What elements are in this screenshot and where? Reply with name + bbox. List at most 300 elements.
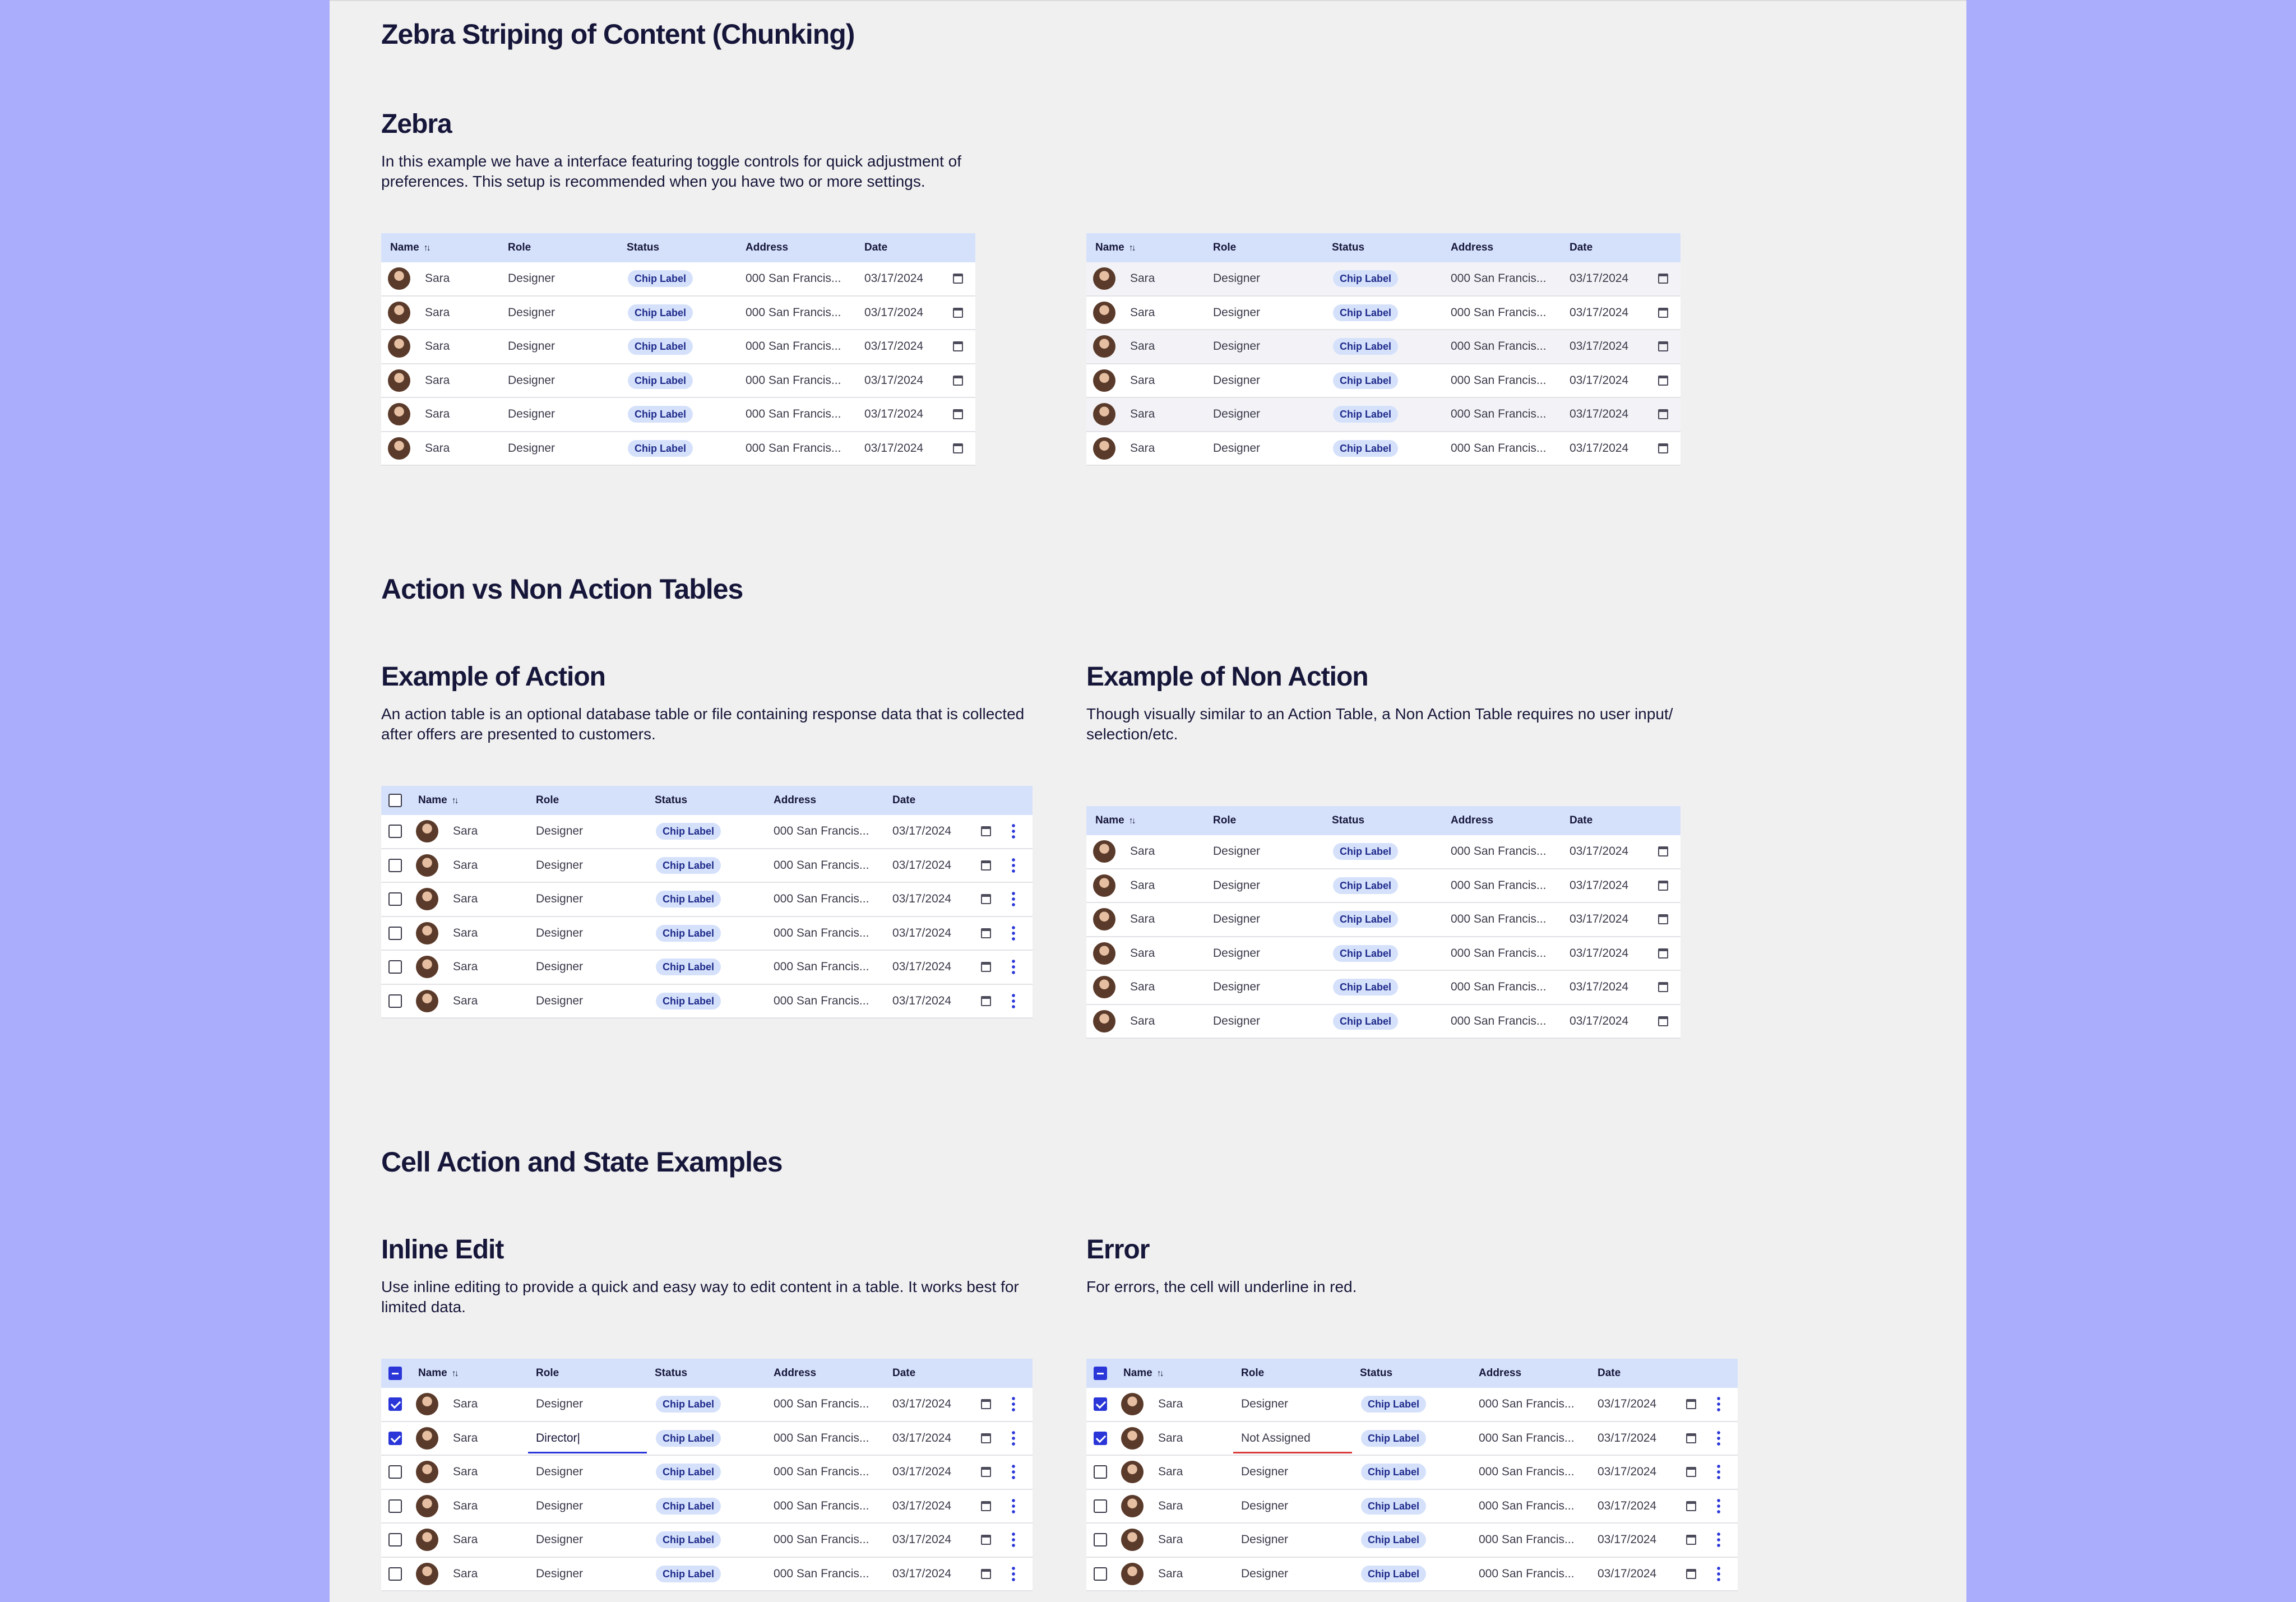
table-row[interactable]: [1086, 937, 1681, 971]
cell-name: Sara: [1130, 980, 1155, 993]
non-action-heading: Example of Non Action: [1086, 662, 1368, 692]
action-description: An action table is an optional database table or file containing response data that is collected after offers are presented to customers.: [381, 705, 1025, 743]
cell-address: 000 San Francis...: [774, 825, 869, 837]
status-chip: Chip Label: [656, 959, 721, 975]
column-label: Role: [536, 1367, 559, 1379]
column-header-role: [536, 786, 559, 815]
cell-address: 000 San Francis...: [1451, 441, 1547, 455]
calendar-icon[interactable]: [1658, 982, 1668, 992]
table-row[interactable]: [1086, 971, 1681, 1005]
calendar-icon[interactable]: [953, 274, 963, 284]
cell-address: 000 San Francis...: [1479, 1567, 1575, 1580]
action-table: [381, 786, 1033, 1018]
cell-role: Designer: [1213, 878, 1261, 892]
cell-role: Designer: [1213, 913, 1261, 925]
row-checkbox[interactable]: [388, 1465, 402, 1479]
column-header-status: [1332, 233, 1364, 262]
cell-name: Sara: [1158, 1465, 1183, 1478]
cell-date: 03/17/2024: [1598, 1465, 1657, 1478]
status-chip: Chip Label: [656, 1430, 721, 1447]
avatar: [1093, 1010, 1115, 1032]
column-header-name[interactable]: [390, 233, 429, 262]
table-row[interactable]: [381, 1524, 1033, 1558]
kebab-menu-icon[interactable]: [1012, 1464, 1015, 1480]
cell-name: Sara: [1130, 1014, 1155, 1027]
cell-role: Designer: [536, 825, 584, 837]
cell-address: 000 San Francis...: [1451, 373, 1547, 387]
cell-name: Sara: [453, 994, 478, 1007]
cell-name: Sara: [1130, 272, 1155, 285]
table-row[interactable]: [381, 262, 975, 297]
zebra-heading: Zebra: [381, 109, 452, 139]
column-header-role: [1213, 233, 1236, 262]
design-canvas: [330, 0, 1966, 1602]
table-row[interactable]: [381, 1490, 1033, 1524]
table-body: [1086, 1388, 1738, 1591]
status-chip: Chip Label: [656, 1498, 721, 1515]
table-row[interactable]: [381, 364, 975, 399]
avatar: [1093, 369, 1115, 392]
column-header-date: [864, 233, 887, 262]
calendar-icon[interactable]: [1686, 1501, 1696, 1511]
table-row[interactable]: [1086, 1490, 1738, 1524]
kebab-menu-icon[interactable]: [1012, 925, 1015, 942]
column-header-status: [627, 233, 659, 262]
calendar-icon[interactable]: [1686, 1433, 1696, 1443]
avatar: [416, 1563, 438, 1585]
cell-address: 000 San Francis...: [774, 1431, 869, 1444]
cell-date: 03/17/2024: [1570, 946, 1629, 960]
avatar: [1121, 1495, 1144, 1517]
cell-role: Designer: [508, 305, 556, 319]
section-title-zebra: Zebra Striping of Content (Chunking): [381, 18, 855, 50]
cell-address: 000 San Francis...: [746, 408, 841, 420]
calendar-icon[interactable]: [1658, 274, 1668, 284]
status-chip: Chip Label: [1333, 1013, 1398, 1030]
avatar: [1093, 267, 1115, 290]
avatar: [416, 1495, 438, 1517]
avatar: [416, 888, 438, 910]
cell-role: Designer: [536, 960, 584, 973]
calendar-icon[interactable]: [1658, 308, 1668, 318]
sort-arrows-icon[interactable]: ↑↓: [451, 796, 457, 805]
cell-name: Sara: [1130, 373, 1155, 387]
cell-date: 03/17/2024: [1598, 1397, 1657, 1410]
status-chip: Chip Label: [1333, 372, 1398, 389]
table-row[interactable]: [1086, 1388, 1738, 1422]
row-checkbox[interactable]: [1094, 1432, 1107, 1445]
calendar-icon[interactable]: [953, 341, 963, 351]
cell-date: 03/17/2024: [864, 373, 924, 387]
table-row[interactable]: [1086, 297, 1681, 331]
column-header-address: [1451, 233, 1493, 262]
cell-role: Designer: [536, 858, 584, 872]
cell-name: Sara: [453, 1533, 478, 1546]
avatar: [416, 1427, 438, 1450]
avatar: [1121, 1529, 1144, 1551]
column-header-name[interactable]: [418, 786, 457, 815]
calendar-icon[interactable]: [981, 996, 991, 1006]
row-checkbox[interactable]: [388, 1567, 402, 1581]
kebab-menu-icon[interactable]: [1717, 1566, 1720, 1582]
cell-date: 03/17/2024: [892, 926, 952, 939]
row-checkbox[interactable]: [388, 1533, 402, 1547]
cell-address: 000 San Francis...: [746, 305, 841, 319]
inline-edit-table: [381, 1359, 1033, 1591]
calendar-icon[interactable]: [981, 928, 991, 938]
zebra-table-striped: [1086, 233, 1681, 466]
calendar-icon[interactable]: [1658, 376, 1668, 386]
table-header: [381, 1359, 1033, 1388]
kebab-menu-icon[interactable]: [1012, 1430, 1015, 1447]
kebab-menu-icon[interactable]: [1012, 891, 1015, 908]
column-label: Address: [746, 242, 789, 253]
avatar: [416, 820, 438, 842]
avatar: [1093, 302, 1115, 324]
kebab-menu-icon[interactable]: [1717, 1396, 1720, 1413]
cell-role: Designer: [536, 892, 584, 905]
calendar-icon[interactable]: [953, 443, 963, 453]
cell-address: 000 San Francis...: [1451, 878, 1547, 892]
status-chip: Chip Label: [1333, 270, 1398, 287]
column-label: Address: [1451, 242, 1494, 253]
calendar-icon[interactable]: [1658, 341, 1668, 351]
table-body: [1086, 835, 1681, 1039]
cell-address: 000 San Francis...: [774, 1533, 869, 1546]
cell-date: 03/17/2024: [864, 408, 924, 420]
error-heading: Error: [1086, 1235, 1150, 1265]
table-row[interactable]: [381, 917, 1033, 951]
avatar: [1121, 1393, 1144, 1415]
status-chip: Chip Label: [1361, 1531, 1426, 1548]
kebab-menu-icon[interactable]: [1012, 1566, 1015, 1582]
avatar: [1093, 976, 1115, 998]
cell-date: 03/17/2024: [1598, 1567, 1657, 1580]
avatar: [416, 990, 438, 1012]
avatar: [1121, 1427, 1144, 1450]
cell-date: 03/17/2024: [892, 960, 952, 973]
cell-role: Designer: [536, 1499, 584, 1512]
cell-address: 000 San Francis...: [1451, 340, 1547, 353]
error-description: For errors, the cell will underline in red.: [1086, 1278, 1357, 1295]
cell-date: 03/17/2024: [892, 1465, 952, 1478]
cell-name: Sara: [453, 1431, 478, 1444]
zebra-description: In this example we have a interface featuring toggle controls for quick adjustment of preferences. This setup is recommended when you have two or more settings.: [381, 152, 962, 190]
cell-date: 03/17/2024: [1570, 373, 1629, 387]
column-label: Status: [1360, 1367, 1393, 1379]
cell-role: Designer: [1241, 1533, 1289, 1546]
cell-role: Designer: [508, 441, 556, 455]
column-label: Address: [774, 794, 817, 806]
cell-name: Sara: [453, 926, 478, 939]
table-row[interactable]: [1086, 1558, 1738, 1592]
column-label: Name: [1123, 1367, 1152, 1379]
cell-date: 03/17/2024: [1570, 1014, 1629, 1027]
column-label: Date: [1570, 242, 1593, 253]
status-chip: Chip Label: [1333, 440, 1398, 457]
avatar: [1093, 403, 1115, 425]
error-cell[interactable]: Not Assigned: [1241, 1431, 1311, 1444]
cell-date: 03/17/2024: [892, 1499, 952, 1512]
calendar-icon[interactable]: [1658, 846, 1668, 856]
kebab-menu-icon[interactable]: [1012, 1531, 1015, 1548]
kebab-menu-icon[interactable]: [1012, 857, 1015, 874]
cell-name: Sara: [425, 373, 450, 387]
column-header-name[interactable]: [1095, 233, 1135, 262]
kebab-menu-icon[interactable]: [1012, 1498, 1015, 1515]
non-action-table: [1086, 806, 1681, 1039]
cell-role: Designer: [1241, 1465, 1289, 1478]
cell-address: 000 San Francis...: [746, 441, 841, 455]
column-header-role: [1241, 1359, 1264, 1388]
sort-arrows-icon[interactable]: ↑↓: [423, 243, 429, 253]
kebab-menu-icon[interactable]: [1012, 959, 1015, 975]
table-row[interactable]: [381, 849, 1033, 883]
sort-arrows-icon[interactable]: ↑↓: [1128, 243, 1135, 253]
avatar: [388, 369, 410, 392]
cell-date: 03/17/2024: [1570, 305, 1629, 319]
cell-address: 000 San Francis...: [1451, 1014, 1547, 1027]
table-body: [381, 262, 975, 466]
cell-name: Sara: [453, 1397, 478, 1410]
cell-date: 03/17/2024: [1570, 980, 1629, 993]
sort-arrows-icon[interactable]: ↑↓: [451, 1369, 457, 1378]
column-header-role: [536, 1359, 559, 1388]
kebab-menu-icon[interactable]: [1717, 1531, 1720, 1548]
row-checkbox[interactable]: [1094, 1499, 1107, 1513]
row-checkbox[interactable]: [388, 1499, 402, 1513]
row-checkbox[interactable]: [388, 994, 402, 1008]
calendar-icon[interactable]: [981, 826, 991, 836]
cell-name: Sara: [425, 272, 450, 285]
table-row[interactable]: [381, 398, 975, 432]
select-all-checkbox[interactable]: [1094, 1367, 1107, 1380]
column-label: Role: [1241, 1367, 1265, 1379]
table-row[interactable]: [381, 1388, 1033, 1422]
calendar-icon[interactable]: [1686, 1467, 1696, 1477]
column-label: Role: [508, 242, 531, 253]
status-chip: Chip Label: [1333, 911, 1398, 928]
column-header-address: [1479, 1359, 1521, 1388]
calendar-icon[interactable]: [953, 376, 963, 386]
cell-address: 000 San Francis...: [774, 892, 869, 905]
row-checkbox[interactable]: [1094, 1533, 1107, 1547]
column-header-name[interactable]: [418, 1359, 457, 1388]
column-label: Status: [627, 242, 660, 253]
row-checkbox[interactable]: [388, 960, 402, 974]
status-chip: Chip Label: [1333, 338, 1398, 355]
column-header-address: [746, 233, 788, 262]
calendar-icon[interactable]: [981, 860, 991, 871]
table-row[interactable]: [1086, 1422, 1738, 1456]
calendar-icon[interactable]: [981, 962, 991, 972]
row-checkbox[interactable]: [1094, 1465, 1107, 1479]
row-checkbox[interactable]: [388, 927, 402, 940]
table-row[interactable]: [1086, 1456, 1738, 1490]
cell-role: Designer: [1213, 980, 1261, 993]
table-row[interactable]: [381, 815, 1033, 849]
inline-edit-input[interactable]: Director|: [536, 1431, 580, 1444]
cell-name: Sara: [453, 1567, 478, 1580]
column-header-status: [655, 786, 687, 815]
status-chip: Chip Label: [628, 440, 693, 457]
column-label: Role: [1213, 242, 1237, 253]
table-row[interactable]: [381, 883, 1033, 917]
cell-address: 000 San Francis...: [774, 994, 869, 1007]
section-title-cell-states: Cell Action and State Examples: [381, 1146, 783, 1178]
cell-date: 03/17/2024: [892, 1533, 952, 1546]
avatar: [1093, 437, 1115, 460]
row-checkbox[interactable]: [388, 1432, 402, 1445]
kebab-menu-icon[interactable]: [1012, 1396, 1015, 1413]
cell-date: 03/17/2024: [1570, 913, 1629, 925]
cell-name: Sara: [1130, 305, 1155, 319]
cell-name: Sara: [425, 408, 450, 420]
cell-date: 03/17/2024: [864, 305, 924, 319]
kebab-menu-icon[interactable]: [1012, 823, 1015, 840]
row-checkbox[interactable]: [1094, 1397, 1107, 1411]
cell-role: Designer: [1241, 1499, 1289, 1512]
table-row[interactable]: [1086, 1005, 1681, 1039]
kebab-menu-icon[interactable]: [1717, 1430, 1720, 1447]
column-header-status: [655, 1359, 687, 1388]
status-chip: Chip Label: [656, 857, 721, 874]
calendar-icon[interactable]: [981, 1433, 991, 1443]
cell-role: Designer: [508, 373, 556, 387]
cell-role: Designer: [508, 340, 556, 353]
cell-date: 03/17/2024: [1598, 1431, 1657, 1444]
table-body: [1086, 262, 1681, 466]
column-header-address: [1451, 806, 1493, 835]
sort-arrows-icon[interactable]: ↑↓: [1156, 1369, 1163, 1378]
kebab-menu-icon[interactable]: [1012, 993, 1015, 1010]
cell-address: 000 San Francis...: [774, 1397, 869, 1410]
cell-date: 03/17/2024: [1570, 408, 1629, 420]
cell-address: 000 San Francis...: [1479, 1533, 1575, 1546]
table-row[interactable]: [381, 985, 1033, 1019]
table-row[interactable]: [1086, 262, 1681, 297]
column-label: Name: [418, 1367, 447, 1379]
cell-address: 000 San Francis...: [774, 926, 869, 939]
calendar-icon[interactable]: [1686, 1535, 1696, 1545]
status-chip: Chip Label: [656, 1566, 721, 1582]
cell-name: Sara: [1158, 1397, 1183, 1410]
table-row[interactable]: [1086, 835, 1681, 869]
status-chip: Chip Label: [1361, 1430, 1426, 1447]
cell-date: 03/17/2024: [1570, 441, 1629, 455]
sort-arrows-icon[interactable]: ↑↓: [1128, 816, 1135, 826]
status-chip: Chip Label: [628, 304, 693, 321]
cell-address: 000 San Francis...: [1451, 946, 1547, 960]
cell-role: Designer: [1213, 373, 1261, 387]
table-header: [381, 786, 1033, 815]
kebab-menu-icon[interactable]: [1717, 1498, 1720, 1515]
calendar-icon[interactable]: [981, 1535, 991, 1545]
column-label: Address: [1479, 1367, 1522, 1379]
table-row[interactable]: [1086, 364, 1681, 399]
table-row[interactable]: [1086, 432, 1681, 466]
column-label: Date: [1570, 814, 1593, 826]
table-row[interactable]: [381, 432, 975, 466]
calendar-icon[interactable]: [1658, 443, 1668, 453]
select-all-checkbox[interactable]: [388, 794, 402, 807]
kebab-menu-icon[interactable]: [1717, 1464, 1720, 1480]
table-row[interactable]: [381, 297, 975, 331]
calendar-icon[interactable]: [953, 308, 963, 318]
calendar-icon[interactable]: [981, 1501, 991, 1511]
table-row[interactable]: [1086, 330, 1681, 364]
column-header-date: [892, 786, 915, 815]
cell-address: 000 San Francis...: [1451, 305, 1547, 319]
cell-role: Designer: [536, 1567, 584, 1580]
calendar-icon[interactable]: [1686, 1569, 1696, 1579]
calendar-icon[interactable]: [981, 1467, 991, 1477]
calendar-icon[interactable]: [981, 1399, 991, 1409]
cell-name: Sara: [1158, 1533, 1183, 1546]
select-all-checkbox[interactable]: [388, 1367, 402, 1380]
cell-date: 03/17/2024: [1598, 1499, 1657, 1512]
cell-name: Sara: [453, 858, 478, 872]
table-row[interactable]: [381, 1422, 1033, 1456]
cell-date: 03/17/2024: [1570, 340, 1629, 353]
cell-name: Sara: [1158, 1567, 1183, 1580]
cell-role: Designer: [1213, 1014, 1261, 1027]
avatar: [1093, 874, 1115, 897]
row-checkbox[interactable]: [1094, 1567, 1107, 1581]
column-label: Status: [1332, 242, 1365, 253]
calendar-icon[interactable]: [953, 409, 963, 419]
table-body: [381, 815, 1033, 1018]
table-row[interactable]: [381, 1456, 1033, 1490]
calendar-icon[interactable]: [981, 894, 991, 904]
avatar: [388, 437, 410, 460]
table-row[interactable]: [1086, 398, 1681, 432]
table-row[interactable]: [1086, 903, 1681, 937]
row-checkbox[interactable]: [388, 859, 402, 872]
table-row[interactable]: [1086, 1524, 1738, 1558]
column-header-status: [1360, 1359, 1392, 1388]
calendar-icon[interactable]: [1658, 914, 1668, 924]
row-checkbox[interactable]: [388, 825, 402, 838]
table-row[interactable]: [381, 330, 975, 364]
cell-date: 03/17/2024: [892, 1397, 952, 1410]
column-header-name[interactable]: [1123, 1359, 1163, 1388]
column-label: Name: [390, 242, 419, 253]
avatar: [416, 1461, 438, 1483]
table-row[interactable]: [1086, 869, 1681, 904]
table-row[interactable]: [381, 951, 1033, 985]
status-chip: Chip Label: [656, 1531, 721, 1548]
calendar-icon[interactable]: [1658, 948, 1668, 959]
avatar: [388, 403, 410, 425]
calendar-icon[interactable]: [981, 1569, 991, 1579]
cell-address: 000 San Francis...: [1479, 1431, 1575, 1444]
column-label: Address: [774, 1367, 817, 1379]
row-checkbox[interactable]: [388, 892, 402, 906]
cell-name: Sara: [1130, 845, 1155, 858]
column-header-name[interactable]: [1095, 806, 1135, 835]
calendar-icon[interactable]: [1658, 1016, 1668, 1026]
avatar: [416, 1529, 438, 1551]
column-label: Status: [655, 1367, 688, 1379]
table-row[interactable]: [381, 1558, 1033, 1592]
cell-name: Sara: [1158, 1499, 1183, 1512]
row-checkbox[interactable]: [388, 1397, 402, 1411]
calendar-icon[interactable]: [1658, 881, 1668, 891]
calendar-icon[interactable]: [1686, 1399, 1696, 1409]
calendar-icon[interactable]: [1658, 409, 1668, 419]
status-chip: Chip Label: [1333, 406, 1398, 423]
